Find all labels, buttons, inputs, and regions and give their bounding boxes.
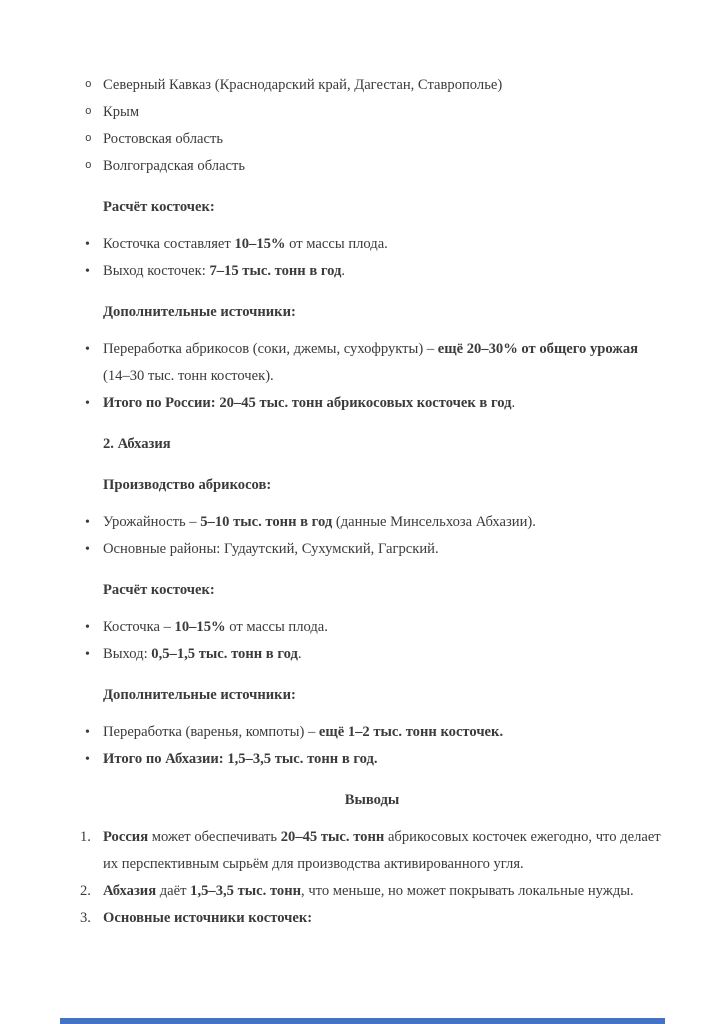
text-run: Основные районы: Гудаутский, Сухумский, Гагрский. [103, 541, 439, 557]
paragraph-text [103, 536, 664, 563]
paragraph-text [103, 614, 664, 641]
text-run: (данные Минсельхоза Абхазии). [332, 514, 536, 530]
list-item [85, 336, 664, 390]
text-run: Выводы [344, 792, 400, 808]
text-run: ещё 1–2 тыс. тонн косточек. [318, 724, 504, 740]
section-heading [103, 577, 664, 604]
list-item [85, 614, 664, 641]
list-item-level2 [85, 153, 664, 180]
bullet-marker: • [85, 647, 90, 662]
paragraph-text [103, 231, 664, 258]
list-item-level2 [85, 99, 664, 126]
section-heading [103, 299, 664, 326]
text-run: Дополнительные источники: [103, 687, 296, 703]
text-run: от массы плода. [285, 236, 388, 252]
text-run: Абхазия [103, 883, 157, 899]
list-item [85, 641, 664, 668]
text-run: Переработка (варенья, компоты) – [103, 724, 319, 740]
text-run: (14–30 тыс. тонн косточек). [103, 368, 274, 384]
paragraph-text [103, 99, 664, 126]
text-run: 7–15 тыс. тонн в год [209, 263, 342, 279]
paragraph-text [80, 787, 664, 814]
bullet-marker: • [85, 725, 90, 740]
page-bottom-accent-bar [60, 1018, 665, 1024]
numbered-list-item [80, 824, 664, 878]
text-run: 0,5–1,5 тыс. тонн в год [151, 646, 298, 662]
text-run: ещё 20–30% от общего урожая [437, 341, 639, 357]
bullet-marker: • [85, 396, 90, 411]
text-run: Урожайность – [103, 514, 201, 530]
list-item-level2 [85, 126, 664, 153]
text-run: Расчёт косточек: [103, 582, 215, 598]
text-run: 10–15% [174, 619, 226, 635]
paragraph-text [103, 509, 664, 536]
list-item [85, 231, 664, 258]
bullet-marker: • [85, 237, 90, 252]
list-item [85, 258, 664, 285]
list-item [85, 719, 664, 746]
text-run: Итого по России: 20–45 тыс. тонн абрикосовых косточек в год [103, 395, 512, 411]
text-run: от массы плода. [225, 619, 328, 635]
circle-bullet-marker: o [85, 160, 92, 172]
list-number: 2. [80, 883, 91, 899]
section-heading [103, 194, 664, 221]
paragraph-text [103, 72, 664, 99]
paragraph-text [103, 682, 664, 709]
text-run: Итого по Абхазии: 1,5–3,5 тыс. тонн в год. [103, 751, 378, 767]
text-run: 20–45 тыс. тонн [280, 829, 385, 845]
text-run: 10–15% [234, 236, 286, 252]
paragraph-text [103, 194, 664, 221]
paragraph-text [103, 153, 664, 180]
text-run: Переработка абрикосов (соки, джемы, сухофрукты) – [103, 341, 438, 357]
text-run: Производство абрикосов: [103, 477, 272, 493]
list-item [85, 509, 664, 536]
text-run: 2. Абхазия [103, 436, 171, 452]
text-run: Крым [103, 104, 140, 120]
paragraph-text [103, 431, 664, 458]
numbered-list-item [80, 878, 664, 905]
list-number: 3. [80, 910, 91, 926]
paragraph-text [103, 641, 664, 668]
section-heading [103, 431, 664, 458]
numbered-list-item [80, 905, 664, 932]
list-item-level2 [85, 72, 664, 99]
paragraph-text [103, 746, 664, 773]
bullet-marker: • [85, 752, 90, 767]
circle-bullet-marker: o [85, 133, 92, 145]
paragraph-text [103, 719, 664, 746]
text-run: 1,5–3,5 тыс. тонн [190, 883, 302, 899]
text-run: . [341, 263, 346, 279]
text-run: абрикосовых косточек ежегодно, что делает их перспективным сырьём для производства активированного угля. [103, 829, 661, 872]
list-item [85, 536, 664, 563]
text-run: Волгоградская область [103, 158, 246, 174]
text-run: , что меньше, но может покрывать локальные нужды. [301, 883, 634, 899]
document-body [80, 72, 664, 932]
bullet-marker: • [85, 264, 90, 279]
bullet-marker: • [85, 620, 90, 635]
text-run: Выход: [103, 646, 152, 662]
bullet-marker: • [85, 515, 90, 530]
text-run: Косточка составляет [103, 236, 235, 252]
section-heading [103, 472, 664, 499]
paragraph-text [103, 472, 664, 499]
bullet-marker: • [85, 542, 90, 557]
text-run: Выход косточек: [103, 263, 210, 279]
text-run: Косточка – [103, 619, 175, 635]
text-run: . [297, 646, 302, 662]
list-item [85, 746, 664, 773]
paragraph-text [103, 390, 664, 417]
paragraph-text [103, 824, 664, 878]
section-heading [103, 682, 664, 709]
centered-heading [80, 787, 664, 814]
paragraph-text [103, 258, 664, 285]
text-run: 5–10 тыс. тонн в год [200, 514, 333, 530]
text-run: Дополнительные источники: [103, 304, 296, 320]
text-run: Россия [103, 829, 149, 845]
circle-bullet-marker: o [85, 79, 92, 91]
list-number: 1. [80, 829, 91, 845]
text-run: Расчёт косточек: [103, 199, 215, 215]
paragraph-text [103, 126, 664, 153]
paragraph-text [103, 299, 664, 326]
text-run: даёт [156, 883, 191, 899]
text-run: Ростовская область [103, 131, 223, 147]
bullet-marker: • [85, 342, 90, 357]
text-run: . [511, 395, 516, 411]
paragraph-text [103, 336, 664, 390]
circle-bullet-marker: o [85, 106, 92, 118]
text-run: Основные источники косточек: [103, 910, 313, 926]
text-run: может обеспечивать [148, 829, 281, 845]
paragraph-text [103, 878, 664, 905]
paragraph-text [103, 905, 664, 932]
paragraph-text [103, 577, 664, 604]
list-item [85, 390, 664, 417]
text-run: Северный Кавказ (Краснодарский край, Дагестан, Ставрополье) [103, 77, 503, 93]
